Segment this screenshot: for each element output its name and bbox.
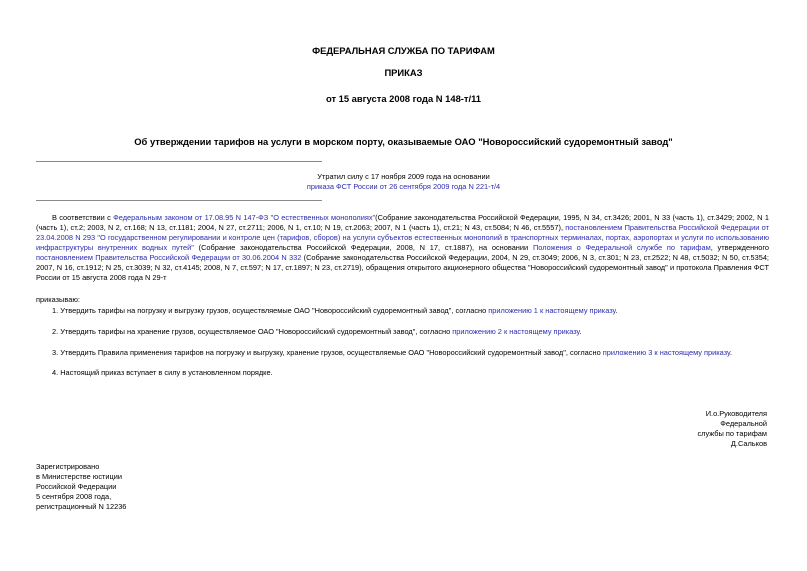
agency-heading: ФЕДЕРАЛЬНАЯ СЛУЖБА ПО ТАРИФАМ (312, 45, 495, 56)
item-text: 3. Утвердить Правила применения тарифов на погрузку и выгрузку, хранение грузов, осуществляемые ОАО "Новороссийский судоремонтный завод", согласно (52, 348, 603, 357)
document-date-number: от 15 августа 2008 года N 148-т/11 (325, 93, 482, 104)
decree-332-link[interactable]: постановлением Правительства Российской Федерации от 30.06.2004 N 332 (36, 253, 302, 262)
preamble-text-4: , утвержденного (710, 243, 769, 252)
preamble-paragraph (36, 213, 769, 283)
item-text: 4. Настоящий приказ вступает в силу в установленном порядке. (52, 368, 273, 377)
document-type: ПРИКАЗ (384, 67, 423, 78)
expiry-note (0, 172, 807, 192)
preamble-text-3: (Собрание законодательства Российской Федерации, 2008, N 17, ст.1887), на основании (193, 243, 533, 252)
signature-line: Д.Сальков (730, 439, 767, 448)
regulation-link[interactable]: Положения о Федеральной службе по тарифам (532, 243, 711, 252)
preamble-text-1: В соответствии с (52, 213, 114, 222)
item-end: . (615, 306, 618, 315)
list-item (52, 368, 769, 378)
registration-block (36, 462, 126, 512)
list-item (52, 327, 769, 337)
registration-line: 5 сентября 2008 года, (36, 492, 112, 501)
appendix-2-link[interactable]: приложению 2 к настоящему приказу (452, 327, 580, 336)
divider-top (36, 161, 322, 162)
appendix-1-link[interactable]: приложению 1 к настоящему приказу (488, 306, 616, 315)
signature-block (697, 409, 767, 449)
expiry-line: Утратил силу с 17 ноября 2009 года на основании (317, 172, 490, 181)
registration-line: Зарегистрировано (36, 462, 100, 471)
document-title: Об утверждении тарифов на услуги в морском порту, оказываемые ОАО "Новороссийский судоремонтный завод" (134, 136, 673, 147)
item-end: . (729, 348, 733, 357)
registration-line: в Министерстве юстиции (36, 472, 123, 481)
preamble-text-2: (Собрание законодательства Российской Федерации, 1995, N 34, ст.3426; 2001, N 33 (часть 1), ст.3429; 2002, N 1 (часть 1), ст.2; 2003, N 2, ст.168; N 13, ст.1181; 2004, N 27, ст.2711; 2006, N 1, ст.10; N 19, ст.2063; 2007, N 1 (часть 1), ст.21; N 43, ст.5084; N 46, ст.5557), (36, 213, 769, 232)
appendix-3-link[interactable]: приложению 3 к настоящему приказу (602, 348, 730, 357)
item-text: 1. Утвердить тарифы на погрузку и выгрузку грузов, осуществляемые ОАО "Новороссийский судоремонтный завод", согласно (52, 306, 489, 315)
registration-line: регистрационный N 12236 (36, 502, 127, 511)
expiry-link[interactable]: приказа ФСТ России от 26 сентября 2009 года N 221-т/4 (306, 182, 501, 191)
divider-bottom (36, 200, 322, 201)
federal-law-link[interactable]: Федеральным законом от 17.08.95 N 147-ФЗ "О естественных монополиях" (113, 213, 376, 222)
order-word: приказываю: (36, 295, 80, 304)
item-text: 2. Утвердить тарифы на хранение грузов, осуществляемое ОАО "Новороссийский судоремонтный завод", согласно (52, 327, 453, 336)
item-end: . (579, 327, 582, 336)
signature-line: службы по тарифам (697, 429, 767, 438)
registration-line: Российской Федерации (36, 482, 117, 491)
list-item (52, 348, 769, 358)
signature-line: Федеральной (720, 419, 767, 428)
preamble-text-5: (Собрание законодательства Российской Федерации, 2004, N 29, ст.3049; 2006, N 3, ст.301; N 23, ст.2522; N 48, ст.5032; N 50, ст.5354; 2007, N 16, ст.1912; N 25, ст.3039; N 32, ст.4145; 2008, N 7, ст.597; N 17, ст.1897; N 23, ст.2719), обращения открытого акционерного общества "Новороссийский судоремонтный завод" и протокола Правления ФСТ России от 15 августа 2008 года N 29-т (36, 253, 769, 282)
list-item (52, 306, 769, 316)
signature-line: И.о.Руководителя (705, 409, 767, 418)
government-decree-link[interactable]: постановлением Правительства Российской Федерации от 23.04.2008 N 293 "О государственном регулировании и контроле цен (тарифов, сборов) на услуги субъектов естественных монополий в транспортных терминалах, портах, аэропортах и услуги по использованию инфраструктуры внутренних водных путей" (36, 223, 769, 252)
